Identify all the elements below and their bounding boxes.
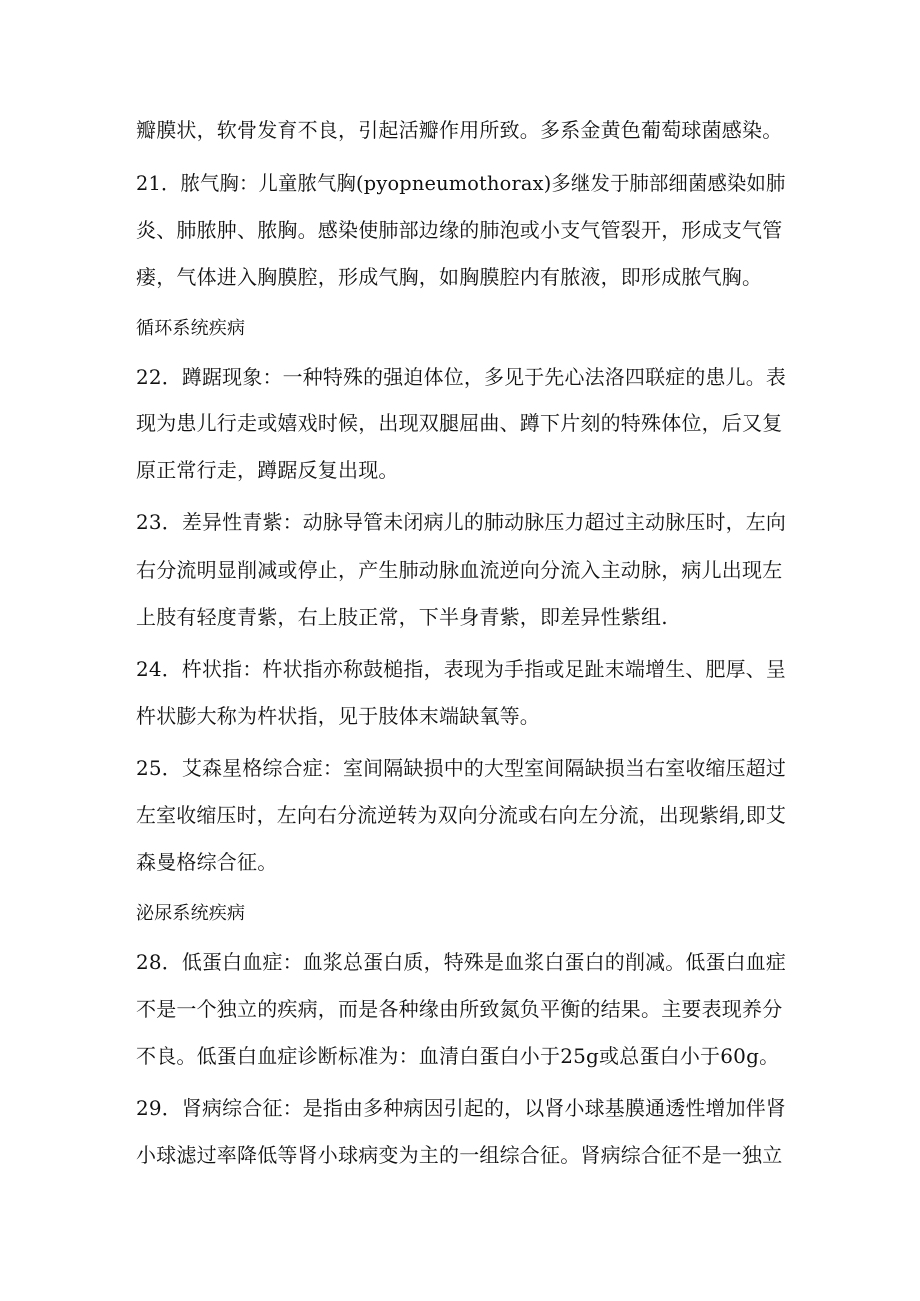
text-line-19: 不是一个独立的疾病，而是各种缘由所致氮负平衡的结果。主要表现养分 <box>136 997 783 1021</box>
text-line-6: 22．蹲踞现象：一种特殊的强迫体位，多见于先心法洛四联症的患儿。表 <box>136 365 787 389</box>
text-line-12: 24．杵状指：杵状指亦称鼓槌指，表现为手指或足趾末端增生、肥厚、呈 <box>136 657 787 681</box>
text-line-3: 炎、肺脓肿、脓胸。感染使肺部边缘的肺泡或小支气管裂开，形成支气管 <box>136 218 783 242</box>
text-line-1: 瓣膜状，软骨发育不良，引起活瓣作用所致。多系金黄色葡萄球菌感染。 <box>136 118 783 142</box>
text-line-4: 瘘，气体进入胸膜腔，形成气胸，如胸膜腔内有脓液，即形成脓气胸。 <box>136 265 763 289</box>
text-line-20: 不良。低蛋白血症诊断标准为：血清白蛋白小于25g或总蛋白小于60g。 <box>136 1044 780 1068</box>
text-line-13: 杵状膨大称为杵状指，见于肢体末端缺氧等。 <box>136 704 540 728</box>
text-line-22: 小球滤过率降低等肾小球病变为主的一组综合征。肾病综合征不是一独立 <box>136 1143 783 1167</box>
text-line-2: 21．脓气胸：儿童脓气胸(pyopneumothorax)多继发于肺部细菌感染如肺 <box>136 171 786 195</box>
text-line-10: 右分流明显削减或停止，产生肺动脉血流逆向分流入主动脉，病儿出现左 <box>136 558 783 582</box>
text-line-16: 森曼格综合征。 <box>136 850 278 874</box>
text-line-8: 原正常行走，蹲踞反复出现。 <box>136 458 399 482</box>
text-line-21: 29．肾病综合征：是指由多种病因引起的，以肾小球基膜通透性增加伴肾 <box>136 1096 787 1120</box>
text-line-11: 上肢有轻度青紫，右上肢正常，下半身青紫，即差异性紫组. <box>136 605 668 629</box>
section-heading-urinary: 泌尿系统疾病 <box>136 903 246 924</box>
section-heading-circulatory: 循环系统疾病 <box>136 318 246 339</box>
text-line-15: 左室收缩压时，左向右分流逆转为双向分流或右向左分流，出现紫绢,即艾 <box>136 803 786 827</box>
text-line-9: 23．差异性青紫：动脉导管未闭病儿的肺动脉压力超过主动脉压时，左向 <box>136 510 787 534</box>
text-line-18: 28．低蛋白血症：血浆总蛋白质，特殊是血浆白蛋白的削减。低蛋白血症 <box>136 950 787 974</box>
text-line-14: 25．艾森星格综合症：室间隔缺损中的大型室间隔缺损当右室收缩压超过 <box>136 756 787 780</box>
text-line-7: 现为患儿行走或嬉戏时候，出现双腿屈曲、蹲下片刻的特殊体位，后又复 <box>136 411 783 435</box>
